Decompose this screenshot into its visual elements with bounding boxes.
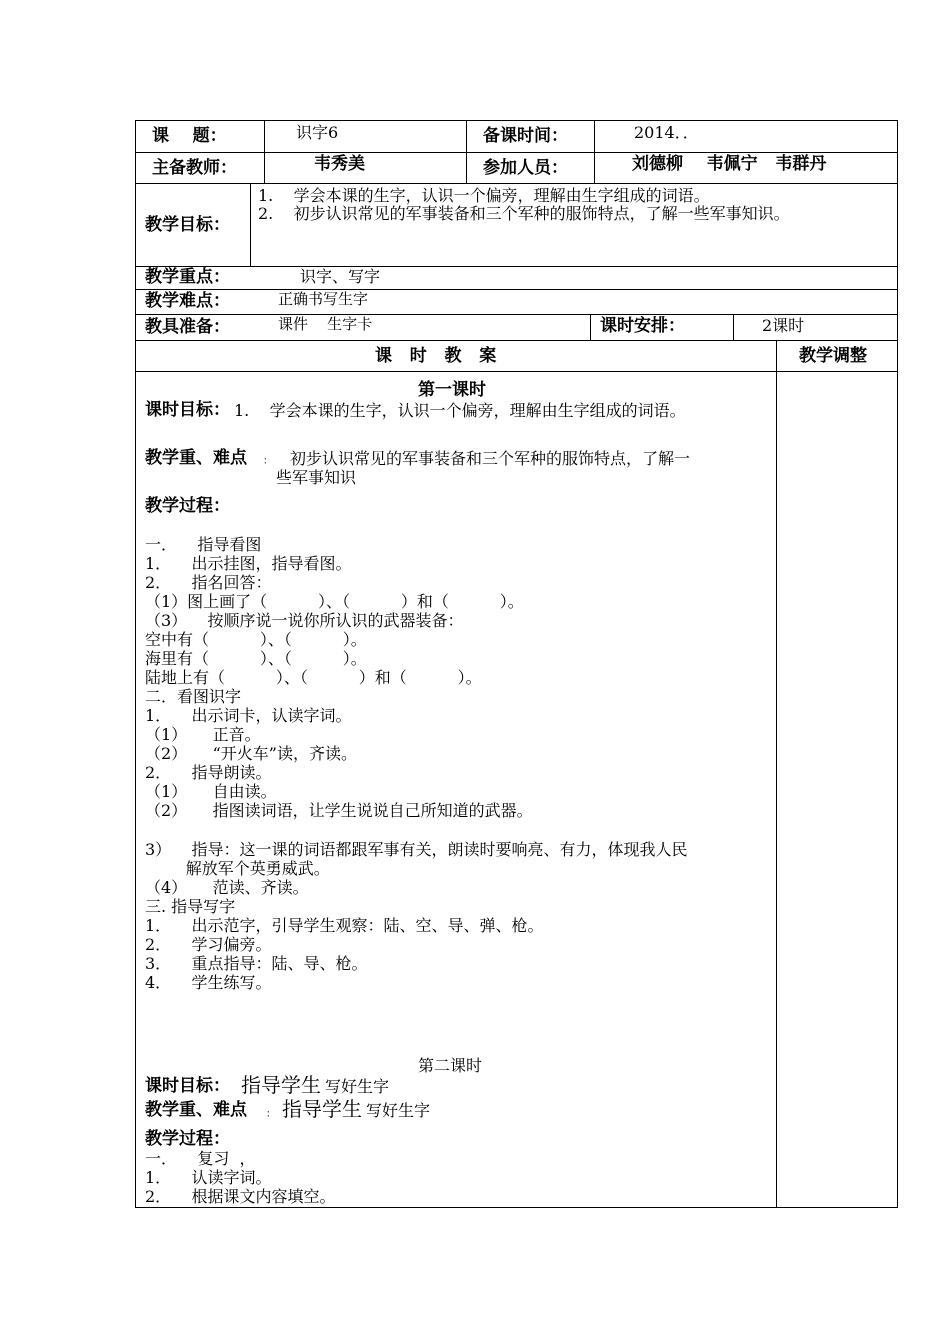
row-divider	[135, 314, 898, 315]
process-line: （3） 按顺序说一说你所认识的武器装备：	[145, 611, 464, 630]
process-line: 4． 学生练写。	[145, 973, 272, 992]
process-line: 陆地上有（ ）、（ ）和（ ）。	[145, 668, 482, 687]
participants-label: 参加人员：	[483, 158, 568, 178]
lesson1-keydiff-label: 教学重、难点	[145, 448, 247, 468]
goals-label: 教学目标：	[145, 215, 230, 235]
process-line: 海里有（ ）、（ ）。	[145, 649, 367, 668]
lesson2-keydiff-colon: ：	[266, 1109, 276, 1120]
process-line: 一． 指导看图	[145, 535, 262, 554]
participants-value: 刘德柳 韦佩宁 韦群丹	[632, 154, 827, 174]
col-divider	[590, 314, 591, 341]
topic-label: 课 题：	[152, 126, 227, 146]
process-line: （2） 指图读词语，让学生说说自己所知道的武器。	[145, 801, 533, 820]
row-divider	[135, 266, 898, 267]
row-divider	[135, 371, 898, 372]
lesson2-keydiff-big: 指导学生	[282, 1097, 362, 1121]
process-line: 1． 认读字词。	[145, 1168, 272, 1187]
process-line: 2． 指导朗读。	[145, 763, 272, 782]
schedule-value: 2课时	[762, 316, 805, 335]
process-line: 3） 指导：这一课的词语都跟军事有关，朗读时要响亮、有力，体现我人民	[145, 840, 688, 859]
lead-teacher-value: 韦秀美	[314, 154, 365, 174]
goal-item: 1. 学会本课的生字，认识一个偏旁，理解由生字组成的词语。	[258, 186, 710, 205]
col-divider	[733, 314, 734, 341]
col-divider	[250, 183, 251, 266]
lesson2-goal-big: 指导学生	[241, 1073, 321, 1097]
tools-label: 教具准备：	[145, 317, 230, 337]
difficulty-label: 教学难点：	[145, 291, 230, 311]
col-divider	[466, 120, 467, 183]
col-divider	[776, 340, 777, 1208]
lesson2-title: 第二课时	[418, 1056, 483, 1075]
process-line: 1． 出示词卡，认读字词。	[145, 706, 352, 725]
process-line: （1） 自由读。	[145, 782, 277, 801]
lesson1-process-label: 教学过程：	[145, 496, 230, 516]
row-divider	[135, 289, 898, 290]
difficulty-value: 正确书写生字	[278, 290, 369, 308]
lesson1-keydiff-line2: 些军事知识	[276, 468, 357, 487]
plan-header-right: 教学调整	[799, 346, 867, 366]
process-line: （4） 范读、齐读。	[145, 878, 309, 897]
process-line: 3． 重点指导：陆、导、枪。	[145, 954, 368, 973]
process-line: 解放军个英勇威武。	[145, 859, 330, 878]
process-line: 二．看图识字	[145, 687, 242, 706]
process-line: （2） “开火车”读，齐读。	[145, 744, 357, 763]
lead-teacher-label: 主备教师：	[152, 158, 237, 178]
process-line: （1） 正音。	[145, 725, 261, 744]
key-point-value: 识字、写字	[300, 267, 381, 286]
key-point-label: 教学重点：	[145, 267, 230, 287]
process-line: 三. 指导写字	[145, 897, 236, 916]
row-divider	[135, 152, 898, 153]
process-line: 2． 指名回答：	[145, 573, 272, 592]
process-line: 2． 根据课文内容填空。	[145, 1187, 336, 1206]
prep-time-value: 2014．．	[634, 123, 699, 142]
process-line: 1． 出示范字，引导学生观察：陆、空、导、弹、枪。	[145, 916, 544, 935]
plan-header-left: 课 时 教 案	[375, 346, 497, 366]
lesson1-title: 第一课时	[418, 380, 486, 400]
process-line: 1． 出示挂图，指导看图。	[145, 554, 352, 573]
lesson2-keydiff-small: 写好生字	[366, 1101, 431, 1120]
lesson1-goal-text: 1. 学会本课的生字，认识一个偏旁，理解由生字组成的词语。	[234, 401, 686, 420]
lesson2-goal-small: 写好生字	[325, 1077, 390, 1096]
col-divider	[264, 120, 265, 183]
lesson2-keydiff-label: 教学重、难点	[145, 1100, 247, 1120]
goal-item: 2. 初步认识常见的军事装备和三个军种的服饰特点，了解一些军事知识。	[258, 204, 790, 223]
col-divider	[594, 120, 595, 183]
tools-value: 课件 生字卡	[278, 315, 373, 333]
lesson1-keydiff-colon: ：	[263, 456, 273, 467]
lesson1-goal-label: 课时目标：	[145, 400, 230, 420]
lesson2-goal-label: 课时目标：	[145, 1076, 230, 1096]
lesson2-process-label: 教学过程：	[145, 1129, 230, 1149]
process-line: 一． 复习 ，	[145, 1149, 256, 1168]
process-line: （1）图上画了（ ）、（ ）和（ ）。	[145, 592, 524, 611]
prep-time-label: 备课时间：	[483, 126, 568, 146]
lesson1-keydiff-line1: 初步认识常见的军事装备和三个军种的服饰特点，了解一	[290, 449, 691, 468]
process-line: 空中有（ ）、（ ）。	[145, 630, 367, 649]
process-line: 2． 学习偏旁。	[145, 935, 272, 954]
schedule-label: 课时安排：	[600, 316, 685, 336]
topic-value: 识字6	[296, 123, 339, 142]
